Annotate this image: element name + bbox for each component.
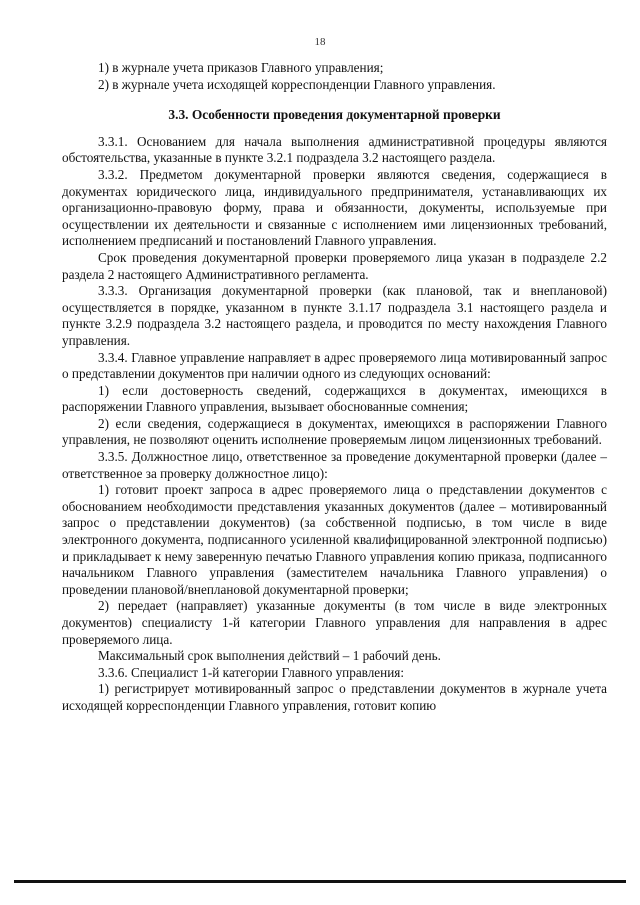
text-line: 2) в журнале учета исходящей корреспонденции Главного управления. bbox=[98, 76, 496, 92]
text-line: 1) в журнале учета приказов Главного управления; bbox=[98, 60, 384, 75]
section-heading: 3.3. Особенности проведения документарной проверки bbox=[168, 107, 501, 123]
paragraph: 2) если сведения, содержащиеся в документах, имеющихся в распоряжении Главного управления, не позволяют оценить исполнение проверяемым лицом лицензионных требований. bbox=[62, 415, 607, 448]
paragraph: 3.3.2. Предметом документарной проверки являются сведения, содержащиеся в документах юридического лица, индивидуального предпринимателя, устанавливающих их организационно-правовую форму, права и обязанности, документы, используемые при осуществлении их деятельности и связанные с исполнением ими лицензионных требований, исполнением предписаний и постановлений Главного управления. bbox=[62, 166, 607, 249]
paragraph: 3.3.1. Основанием для начала выполнения административной процедуры являются обстоятельства, указанные в пункте 3.2.1 подраздела 3.2 настоящего раздела. bbox=[62, 133, 607, 166]
paragraph: 2) передает (направляет) указанные документы (в том числе в виде электронных документов) специалисту 1-й категории Главного управления для направления в адрес проверяемого лица. bbox=[62, 598, 607, 647]
bottom-scan-rule bbox=[14, 880, 626, 883]
paragraph: 3.3.5. Должностное лицо, ответственное за проведение документарной проверки (далее – ответственное за проверку должностное лицо): bbox=[62, 449, 607, 481]
paragraph: 3.3.6. Специалист 1-й категории Главного управления: bbox=[98, 664, 405, 680]
paragraph: 1) готовит проект запроса в адрес проверяемого лица о представлении документов с обоснованием необходимости представления указанных документов (далее – мотивированный запрос о представлении документов) (за собственной подписью, в том числе в виде электронного документа, подписанного усиленной квалифицированной электронной подписью) и прикладывает к нему заверенную печатью Главного управления копию приказа, подписанного начальником Главного управления (заместителем начальника Главного управления) о проведении плановой/внеплановой документарной проверки; bbox=[62, 482, 607, 597]
paragraph: 3.3.3. Организация документарной проверки (как плановой, так и внеплановой) осуществляется в порядке, указанном в пункте 3.1.17 подраздела 3.1 настоящего раздела и пункте 3.2.9 подраздела 3.2 настоящего раздела, и проводится по месту нахождения Главного управления. bbox=[62, 283, 607, 348]
page-number: 18 bbox=[314, 36, 326, 48]
paragraph: Срок проведения документарной проверки проверяемого лица указан в подразделе 2.2 раздела 2 настоящего Административного регламента. bbox=[62, 249, 607, 282]
paragraph: Максимальный срок выполнения действий – 1 рабочий день. bbox=[98, 648, 441, 664]
paragraph: 1) регистрирует мотивированный запрос о представлении документов в журнале учета исходящей корреспонденции Главного управления, готовит копию bbox=[62, 681, 607, 713]
page-content bbox=[62, 60, 607, 715]
paragraph: 3.3.4. Главное управление направляет в адрес проверяемого лица мотивированный запрос о представлении документов при наличии одного из следующих оснований: bbox=[62, 349, 607, 382]
paragraph: 1) если достоверность сведений, содержащихся в документах, имеющихся в распоряжении Главного управления, вызывает обоснованные сомнения; bbox=[62, 382, 607, 415]
